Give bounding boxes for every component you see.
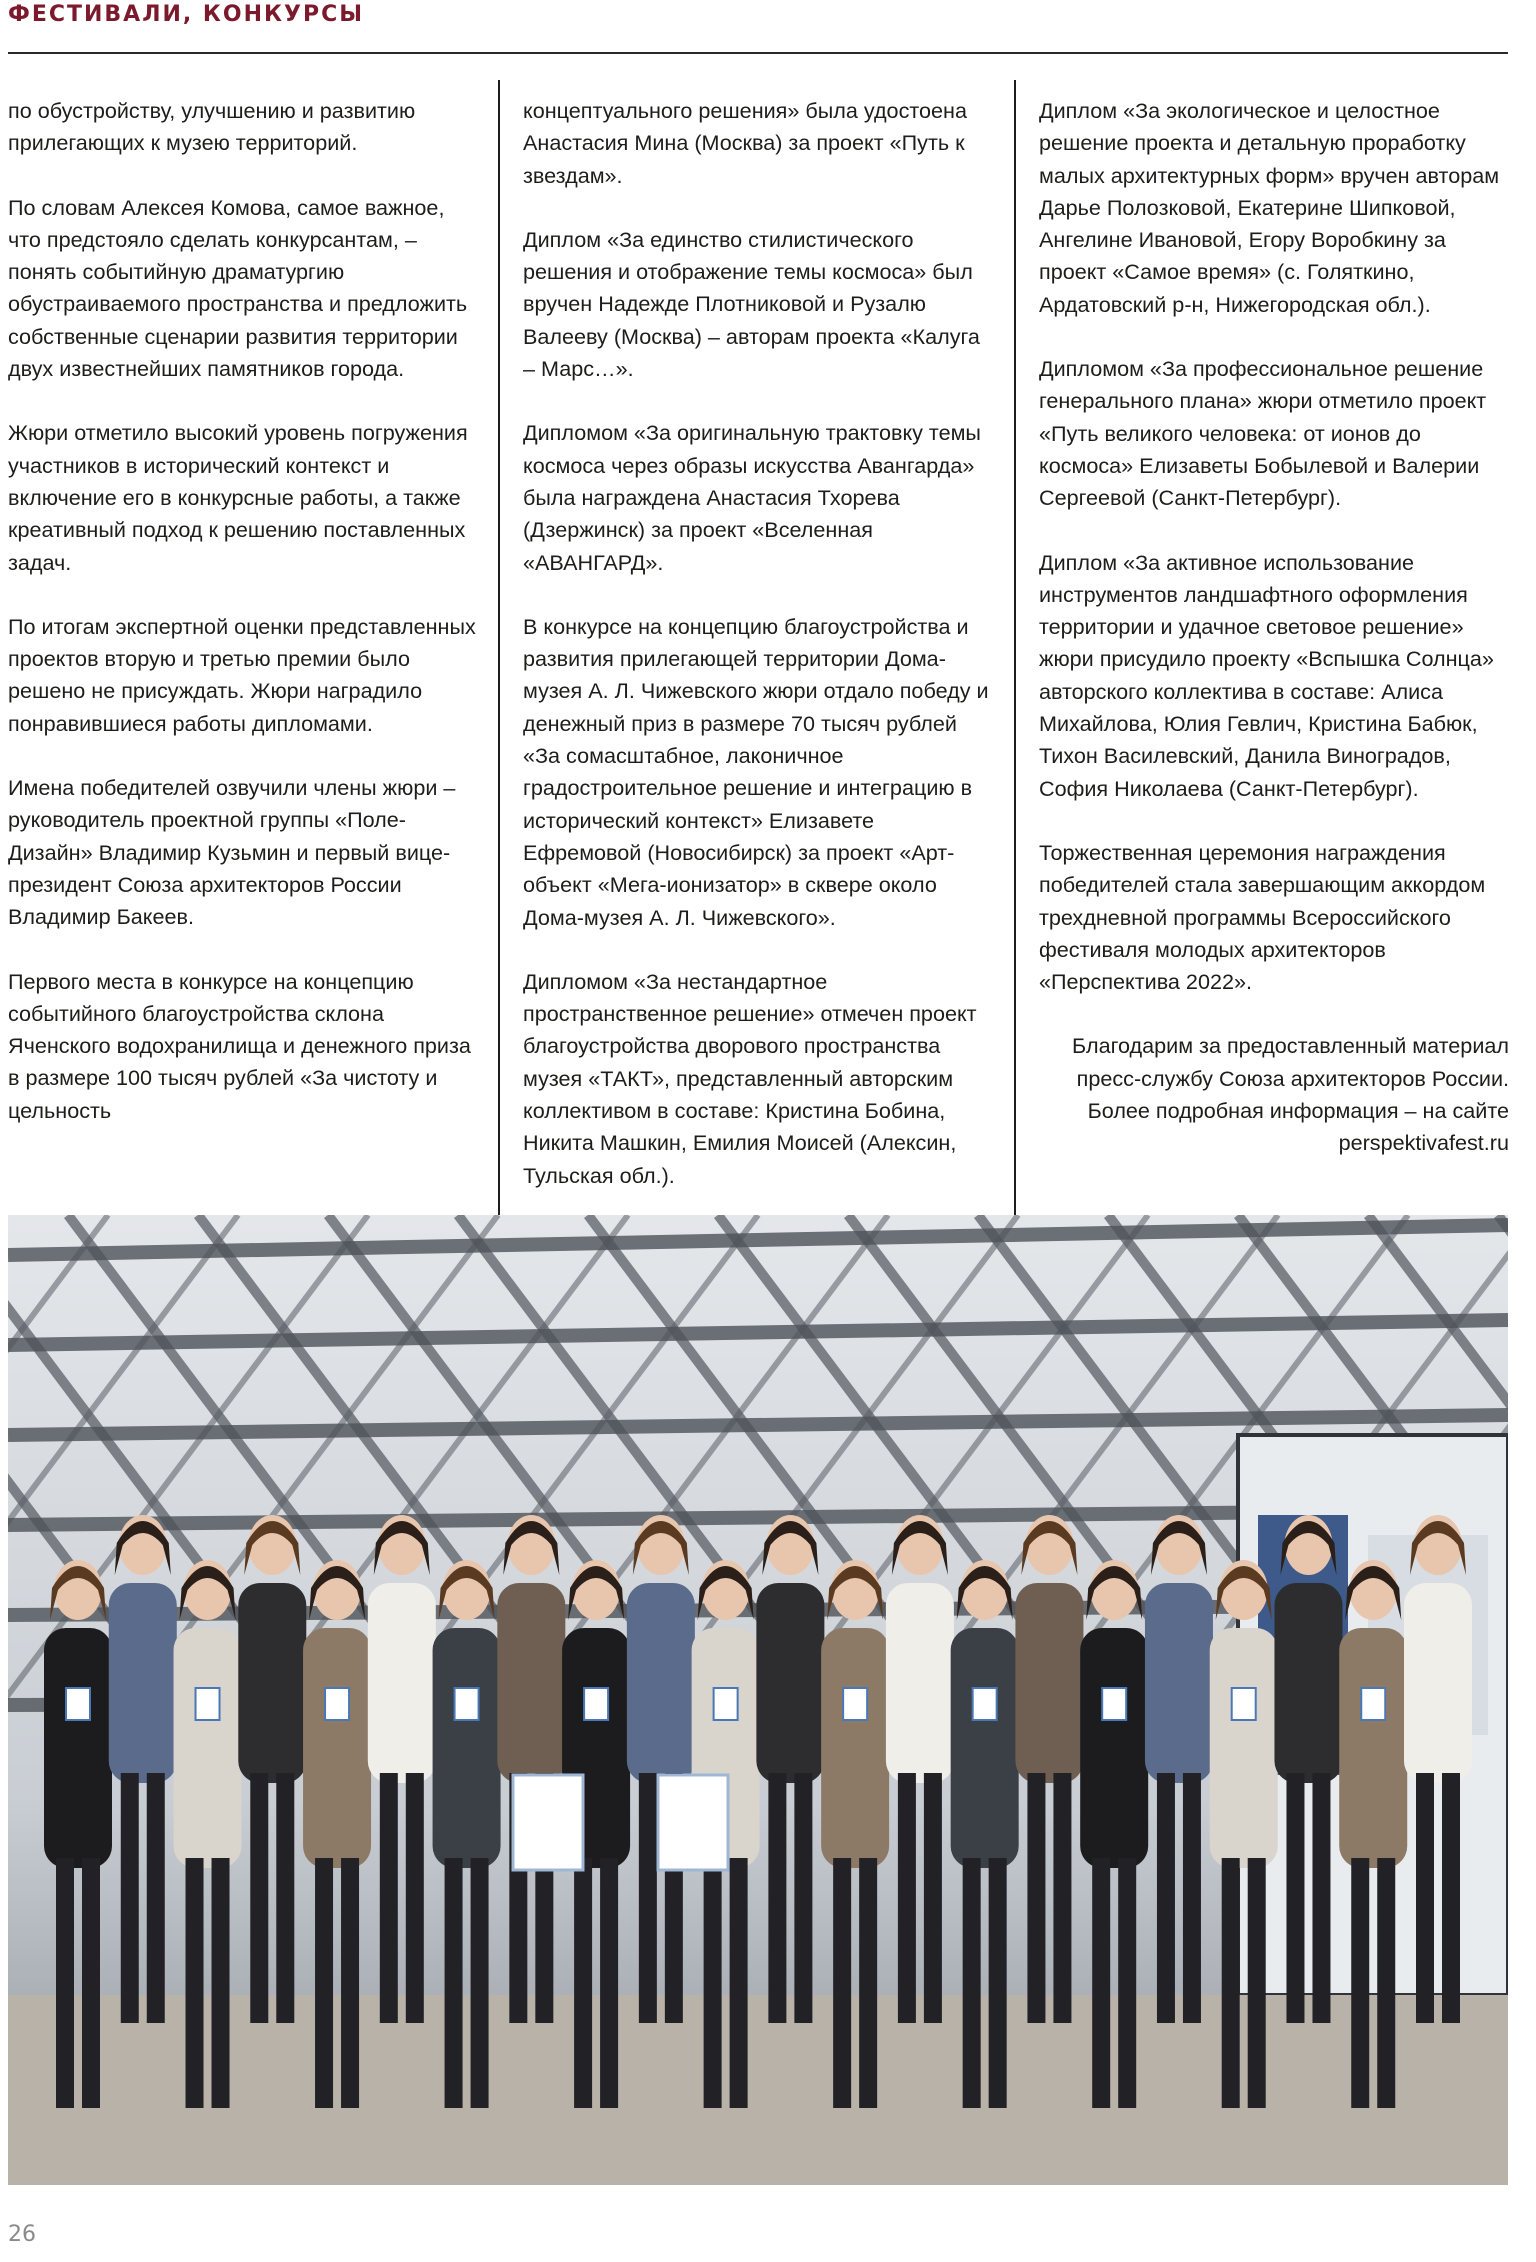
group-photo-illustration	[8, 1215, 1508, 2185]
person-body	[1080, 1628, 1148, 1868]
person-leg	[121, 1773, 139, 2023]
person-leg	[924, 1773, 942, 2023]
person-body	[303, 1628, 371, 1868]
badge	[1232, 1688, 1256, 1720]
person-body	[174, 1628, 242, 1868]
person-leg	[898, 1773, 916, 2023]
person-leg	[186, 1858, 204, 2108]
paragraph: Диплом «За экологическое и целостное решение проекта и детальную проработку малых архитектурных форм» вручен авторам Дарье Полозковой, Екатерине Шипковой, Ангелине Ивановой, Егору Воробкину за проект «Самое время» (с. Голяткино, Ардатовский р-н, Нижегородская обл.).	[1039, 98, 1500, 317]
person-body	[951, 1628, 1019, 1868]
photo-credit-note: Благодарим за предоставленный материал пресс-службу Союза архитекторов России. Более подробная информация – на сайте perspektivafest.ru	[1072, 1033, 1509, 1156]
page-number: 26	[8, 2222, 36, 2247]
badge	[66, 1688, 90, 1720]
column-divider	[1014, 80, 1016, 1215]
person-leg	[1377, 1858, 1395, 2108]
floor	[8, 1995, 1508, 2185]
person-leg	[276, 1773, 294, 2023]
person-body	[1274, 1583, 1342, 1783]
person-leg	[1248, 1858, 1266, 2108]
column-divider	[498, 80, 500, 1215]
paragraph: Диплом «За единство стилистического решения и отображение темы космоса» был вручен Надежде Плотниковой и Рузалю Валееву (Москва) – авторам проекта «Калуга – Марс…».	[523, 226, 980, 382]
person-leg	[82, 1858, 100, 2108]
person-body	[756, 1583, 824, 1783]
person-leg	[1416, 1773, 1434, 2023]
badge	[973, 1688, 997, 1720]
person-leg	[859, 1858, 877, 2108]
person-leg	[963, 1858, 981, 2108]
paragraph: Торжественная церемония награждения победителей стала завершающим аккордом трехдневной программы Всероссийского фестиваля молодых архитекторов «Перспектива 2022».	[1039, 839, 1486, 995]
paragraph: Первого места в конкурсе на концепцию событийного благоустройства склона Яченского водохранилища и денежного приза в размере 100 тысяч рублей «За чистоту и цельность	[8, 968, 471, 1123]
person-leg	[600, 1858, 618, 2108]
person-leg	[1118, 1858, 1136, 2108]
person-leg	[1092, 1858, 1110, 2108]
person-body	[44, 1628, 112, 1868]
paragraph: Дипломом «За профессиональное решение генерального плана» жюри отметило проект «Путь великого человека: от ионов до космоса» Елизаветы Бобылевой и Валерии Сергеевой (Санкт-Петербург).	[1039, 356, 1487, 511]
person-body	[497, 1583, 565, 1783]
person-body	[1404, 1583, 1472, 1783]
text-column-1	[8, 95, 478, 1159]
paragraph: Имена победителей озвучили члены жюри – руководитель проектной группы «Поле-Дизайн» Владимир Кузьмин и первый вице-президент Союза архитекторов России Владимир Бакеев.	[8, 775, 456, 930]
diploma-certificate	[658, 1775, 728, 1870]
badge	[325, 1688, 349, 1720]
person-leg	[794, 1773, 812, 2023]
person-leg	[341, 1858, 359, 2108]
person-body	[627, 1583, 695, 1783]
badge	[1361, 1688, 1385, 1720]
person-body	[1210, 1628, 1278, 1868]
person-body	[821, 1628, 889, 1868]
badge	[584, 1688, 608, 1720]
badge	[1102, 1688, 1126, 1720]
person-leg	[56, 1858, 74, 2108]
badge	[455, 1688, 479, 1720]
person-leg	[212, 1858, 230, 2108]
person-leg	[315, 1858, 333, 2108]
person-body	[1015, 1583, 1083, 1783]
person-leg	[1351, 1858, 1369, 2108]
diploma-certificate	[513, 1775, 583, 1870]
person-leg	[1222, 1858, 1240, 2108]
person-leg	[768, 1773, 786, 2023]
person-leg	[989, 1858, 1007, 2108]
person-leg	[1053, 1773, 1071, 2023]
person-leg	[471, 1858, 489, 2108]
person-leg	[1442, 1773, 1460, 2023]
person-leg	[250, 1773, 268, 2023]
person-leg	[639, 1773, 657, 2023]
person-leg	[704, 1858, 722, 2108]
person-leg	[1183, 1773, 1201, 2023]
person-leg	[445, 1858, 463, 2108]
paragraph: Жюри отметило высокий уровень погружения участников в исторический контекст и включение его в конкурсные работы, а также креативный подход к решению поставленных задач.	[8, 420, 468, 575]
paragraph: концептуального решения» была удостоена Анастасия Мина (Москва) за проект «Путь к звездам».	[523, 98, 967, 188]
person-leg	[1286, 1773, 1304, 2023]
text-column-3	[1039, 95, 1509, 1192]
paragraph: Дипломом «За нестандартное пространственное решение» отмечен проект благоустройства дворового пространства музея «ТАКТ», представленный авторским коллективом в составе: Кристина Бобина, Никита Машкин, Емилия Моисей (Алексин, Тульская обл.).	[523, 968, 977, 1188]
header-divider	[8, 52, 1508, 54]
person-body	[368, 1583, 436, 1783]
badge	[196, 1688, 220, 1720]
paragraph: Диплом «За активное использование инструментов ландшафтного оформления территории и удачное световое решение» жюри присудило проекту «Вспышка Солнца» авторского коллектива в составе: Алиса Михайлова, Юлия Гевлич, Кристина Бабюк, Тихон Василевский, Данила Виноградов, София Николаева (Санкт-Петербург).	[1039, 549, 1494, 801]
section-title: ФЕСТИВАЛИ, КОНКУРСЫ	[8, 2, 365, 27]
person-leg	[1312, 1773, 1330, 2023]
text-column-2	[523, 95, 993, 1224]
paragraph: По словам Алексея Комова, самое важное, что предстояло сделать конкурсантам, – понять событийную драматургию обустраиваемого пространства и предложить собственные сценарии развития территории двух известнейших памятников города.	[8, 194, 468, 382]
paragraph: По итогам экспертной оценки представленных проектов вторую и третью премии было решено не присуждать. Жюри наградило понравившиеся работы дипломами.	[8, 613, 476, 736]
badge	[843, 1688, 867, 1720]
person-leg	[574, 1858, 592, 2108]
person-body	[1145, 1583, 1213, 1783]
person-leg	[833, 1858, 851, 2108]
paragraph: Дипломом «За оригинальную трактовку темы космоса через образы искусства Авангарда» была награждена Анастасия Тхорева (Дзержинск) за проект «Вселенная «АВАНГАРД».	[523, 420, 981, 575]
person-body	[1339, 1628, 1407, 1868]
paragraph: В конкурсе на концепцию благоустройства и развития прилегающей территории Дома-музея А. Л. Чижевского жюри отдало победу и денежный приз в размере 70 тысяч рублей «За сомасштабное, лаконичное градостроительное решение и интеграцию в исторический контекст» Елизавете Ефремовой (Новосибирск) за проект «Арт-объект «Мега-ионизатор» в сквере около Дома-музея А. Л. Чижевского».	[523, 613, 989, 930]
badge	[714, 1688, 738, 1720]
person-leg	[1027, 1773, 1045, 2023]
person-body	[886, 1583, 954, 1783]
person-leg	[147, 1773, 165, 2023]
person-body	[433, 1628, 501, 1868]
group-photo	[8, 1215, 1508, 2185]
person-body	[238, 1583, 306, 1783]
person-leg	[1157, 1773, 1175, 2023]
person-leg	[380, 1773, 398, 2023]
person-leg	[406, 1773, 424, 2023]
person-body	[109, 1583, 177, 1783]
person-leg	[730, 1858, 748, 2108]
paragraph: по обустройству, улучшению и развитию прилегающих к музею территорий.	[8, 98, 416, 156]
